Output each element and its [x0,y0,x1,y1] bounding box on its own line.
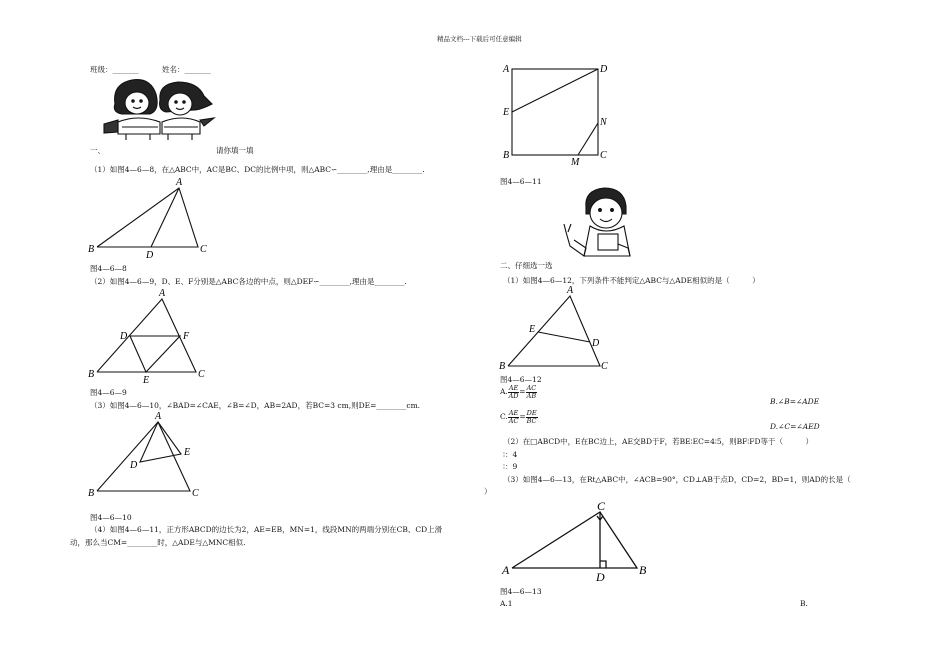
question-3: （3）如图4—6—10，∠BAD=∠CAE，∠B=∠D，AB=2AD，若BC=3 cm,则DE=________cm. [90,401,421,410]
f10-label-B: B [88,488,95,499]
f11-label-C: C [600,150,607,161]
caption-4-6-10: 图4—6—10 [90,513,132,522]
f8-label-B: B [88,244,95,255]
question-4-line2: 动，那么当CM=________时，△ADE与△MNC相似. [70,538,246,547]
f12-label-C: C [601,361,608,372]
f8-label-C: C [200,244,207,255]
s2-question-2: （2）在□ABCD中，E在BC边上，AE交BD于F，若BE∶EC=4∶5，则BF∶FD等于（ ） [503,437,813,446]
f12-label-D: D [592,338,600,349]
option-a[interactable]: A. $\frac{AE}{AD}$ = $\frac{AC}{AB}$ [500,383,537,400]
answer-b[interactable]: B. [800,599,808,608]
f12-label-E: E [529,324,536,335]
s2-q3-close: ） [484,487,492,496]
caption-4-6-12: 图4—6—12 [500,375,542,384]
f9-label-A: A [159,288,166,299]
f10-label-E: E [184,447,191,458]
f10-label-C: C [192,488,199,499]
f13-label-B: B [639,563,647,577]
f11-label-D: D [600,64,608,75]
f11-label-N: N [600,117,607,128]
option-d[interactable]: D.∠C=∠AED [770,422,820,431]
question-4-line1: （4）如图4—6—11，正方形ABCD的边长为2，AE=EB，MN=1，线段MN的两端分别在CB、CD上滑 [90,525,443,534]
section2-title: 二、仔细选一选 [500,261,553,270]
f9-label-B: B [88,369,95,380]
f11-label-M: M [571,157,580,168]
f10-label-A: A [155,411,162,422]
f12-label-B: B [499,361,506,372]
f9-label-C: C [198,369,205,380]
s2-question-3: （3）如图4—6—13，在Rt△ABC中，∠ACB=90°，CD⊥AB于点D，CD=2，BD=1，则AD的长是（ [503,475,851,484]
page-header: 精品文档---下载后可任意编辑 [437,35,522,43]
name-field: 姓名：_______ [162,65,211,74]
question-1: （1）如图4—6—8，在△ABC中，AC是BC、DC的比例中项，则△ABC∽________,理由是________. [90,165,425,174]
s2-q2-option-1[interactable]: ∶：4 [503,450,518,459]
f10-label-D: D [130,460,138,471]
caption-4-6-9: 图4—6—9 [90,388,127,397]
f12-label-A: A [567,285,574,296]
f8-label-A: A [176,177,183,188]
f11-label-B: B [503,150,510,161]
f11-label-E: E [503,107,510,118]
f11-label-A: A [503,64,510,75]
f13-label-C: C [597,499,606,513]
f9-label-E: E [143,375,150,386]
f13-label-D: D [596,570,605,584]
class-field: 班级：_______ [90,65,139,74]
section1-title: 请你填一填 [216,146,254,155]
f8-label-D: D [146,250,154,261]
answer-a[interactable]: A.1 [500,599,513,608]
caption-4-6-11: 图4—6—11 [500,177,542,186]
caption-4-6-13: 图4—6—13 [500,587,542,596]
f13-label-A: A [502,563,510,577]
s2-q2-option-2[interactable]: ∶：9 [503,462,518,471]
f9-label-F: F [183,331,190,342]
s2-question-1: （1）如图4—6—12，下列条件不能判定△ABC与△ADE相似的是（ ） [503,276,760,285]
option-b[interactable]: B.∠B=∠ADE [770,397,820,406]
section1-number: 一、 [90,146,105,155]
question-2: （2）如图4—6—9，D、E、F分别是△ABC各边的中点，则△DEF∽________,理由是________. [90,277,407,286]
option-c[interactable]: C. $\frac{AE}{AC}$ = $\frac{DE}{BC}$ [500,408,537,425]
caption-4-6-8: 图4—6—8 [90,264,127,273]
f9-label-D: D [120,331,128,342]
